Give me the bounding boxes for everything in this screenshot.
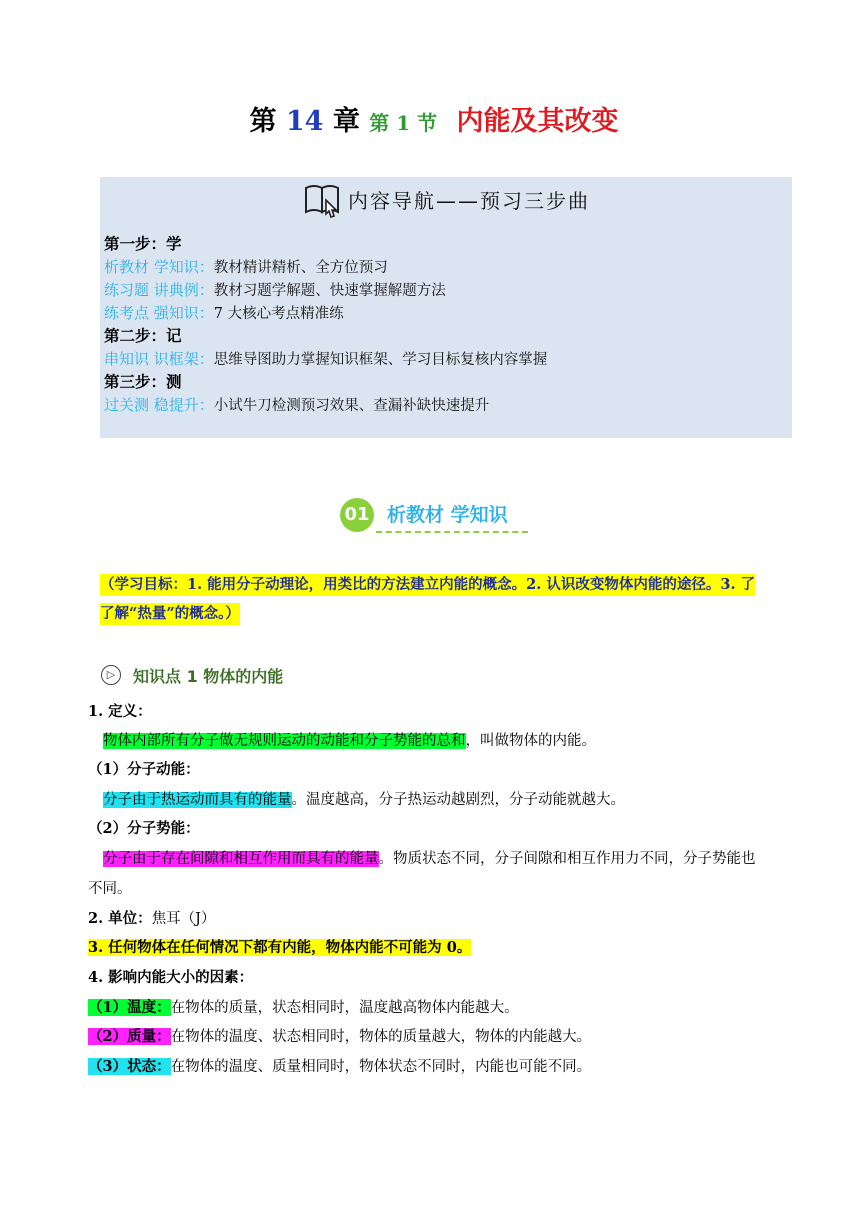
nav-row-3: 练考点 强知识：7 大核心考点精准练 [104,304,344,322]
factor-mass: （2）质量：在物体的温度、状态相同时，物体的质量越大，物体的内能越大。 [88,1028,592,1045]
potential-energy-text-cont: 不同。 [88,881,132,897]
nav-step-2: 第二步：记 [104,326,182,345]
nav-header [100,177,792,221]
factor-temperature: （1）温度：在物体的质量，状态相同时，温度越高物体内能越大。 [88,999,519,1016]
nav-step-1: 第一步：学 [104,234,182,253]
definition-text: 物体内部所有分子做无规则运动的动能和分子势能的总和，叫做物体的内能。 [103,733,596,749]
key-fact: 3. 任何物体在任何情况下都有内能，物体内能不可能为 0。 [88,939,472,956]
factor-state: （3）状态：在物体的温度、质量相同时，物体状态不同时，内能也可能不同。 [88,1058,592,1075]
definition-heading: 1. 定义： [88,703,152,720]
nav-title: 内容导航——预习三步曲 [348,188,590,213]
nav-row-5: 过关测 稳提升：小试牛刀检测预习效果、查漏补缺快速提升 [104,396,490,414]
title-main: 内能及其改变 [456,106,619,137]
potential-energy-text: 分子由于存在间隙和相互作用而具有的能量。物质状态不同，分子间隙和相互作用力不同，分子势能也 [103,851,756,867]
title-chapter-suffix: 章 [332,106,360,137]
title-chapter-number: 14 [285,106,324,137]
section-number: 01 [340,498,374,532]
unit-line: 2. 单位：焦耳（J） [88,910,216,927]
section-badge [340,496,530,536]
nav-row-2: 练习题 讲典例：教材习题学解题、快速掌握解题方法 [104,281,446,299]
knowledge-point-title: 知识点 1 物体的内能 [133,667,284,686]
page-title [0,100,868,145]
section-label: 析教材 学知识 [387,504,508,526]
kinetic-energy-text: 分子由于热运动而具有的能量。温度越高，分子热运动越剧烈，分子动能就越大。 [103,792,625,808]
book-pointer-icon [302,178,344,220]
content-navigation-box [100,177,792,438]
nav-row-4: 串知识 识框架：思维导图助力掌握知识框架、学习目标复核内容掌握 [104,350,548,368]
potential-energy-heading: （2）分子势能： [88,820,200,837]
learning-goals-line-1: （学习目标：1. 能用分子动理论，用类比的方法建立内能的概念。2. 认识改变物体内能的途径。3. 了 [100,574,755,596]
title-section: 第 1 节 [369,111,438,135]
title-prefix: 第 [249,106,277,137]
learning-goals-line-2: 了解“热量”的概念。） [100,603,240,625]
kinetic-energy-heading: （1）分子动能： [88,761,200,778]
section-underline [376,531,528,533]
factors-heading: 4. 影响内能大小的因素： [88,969,254,986]
play-circle-icon: ▷ [101,665,121,685]
nav-step-3: 第三步：测 [104,372,182,391]
nav-row-1: 析教材 学知识：教材精讲精析、全方位预习 [104,258,388,276]
